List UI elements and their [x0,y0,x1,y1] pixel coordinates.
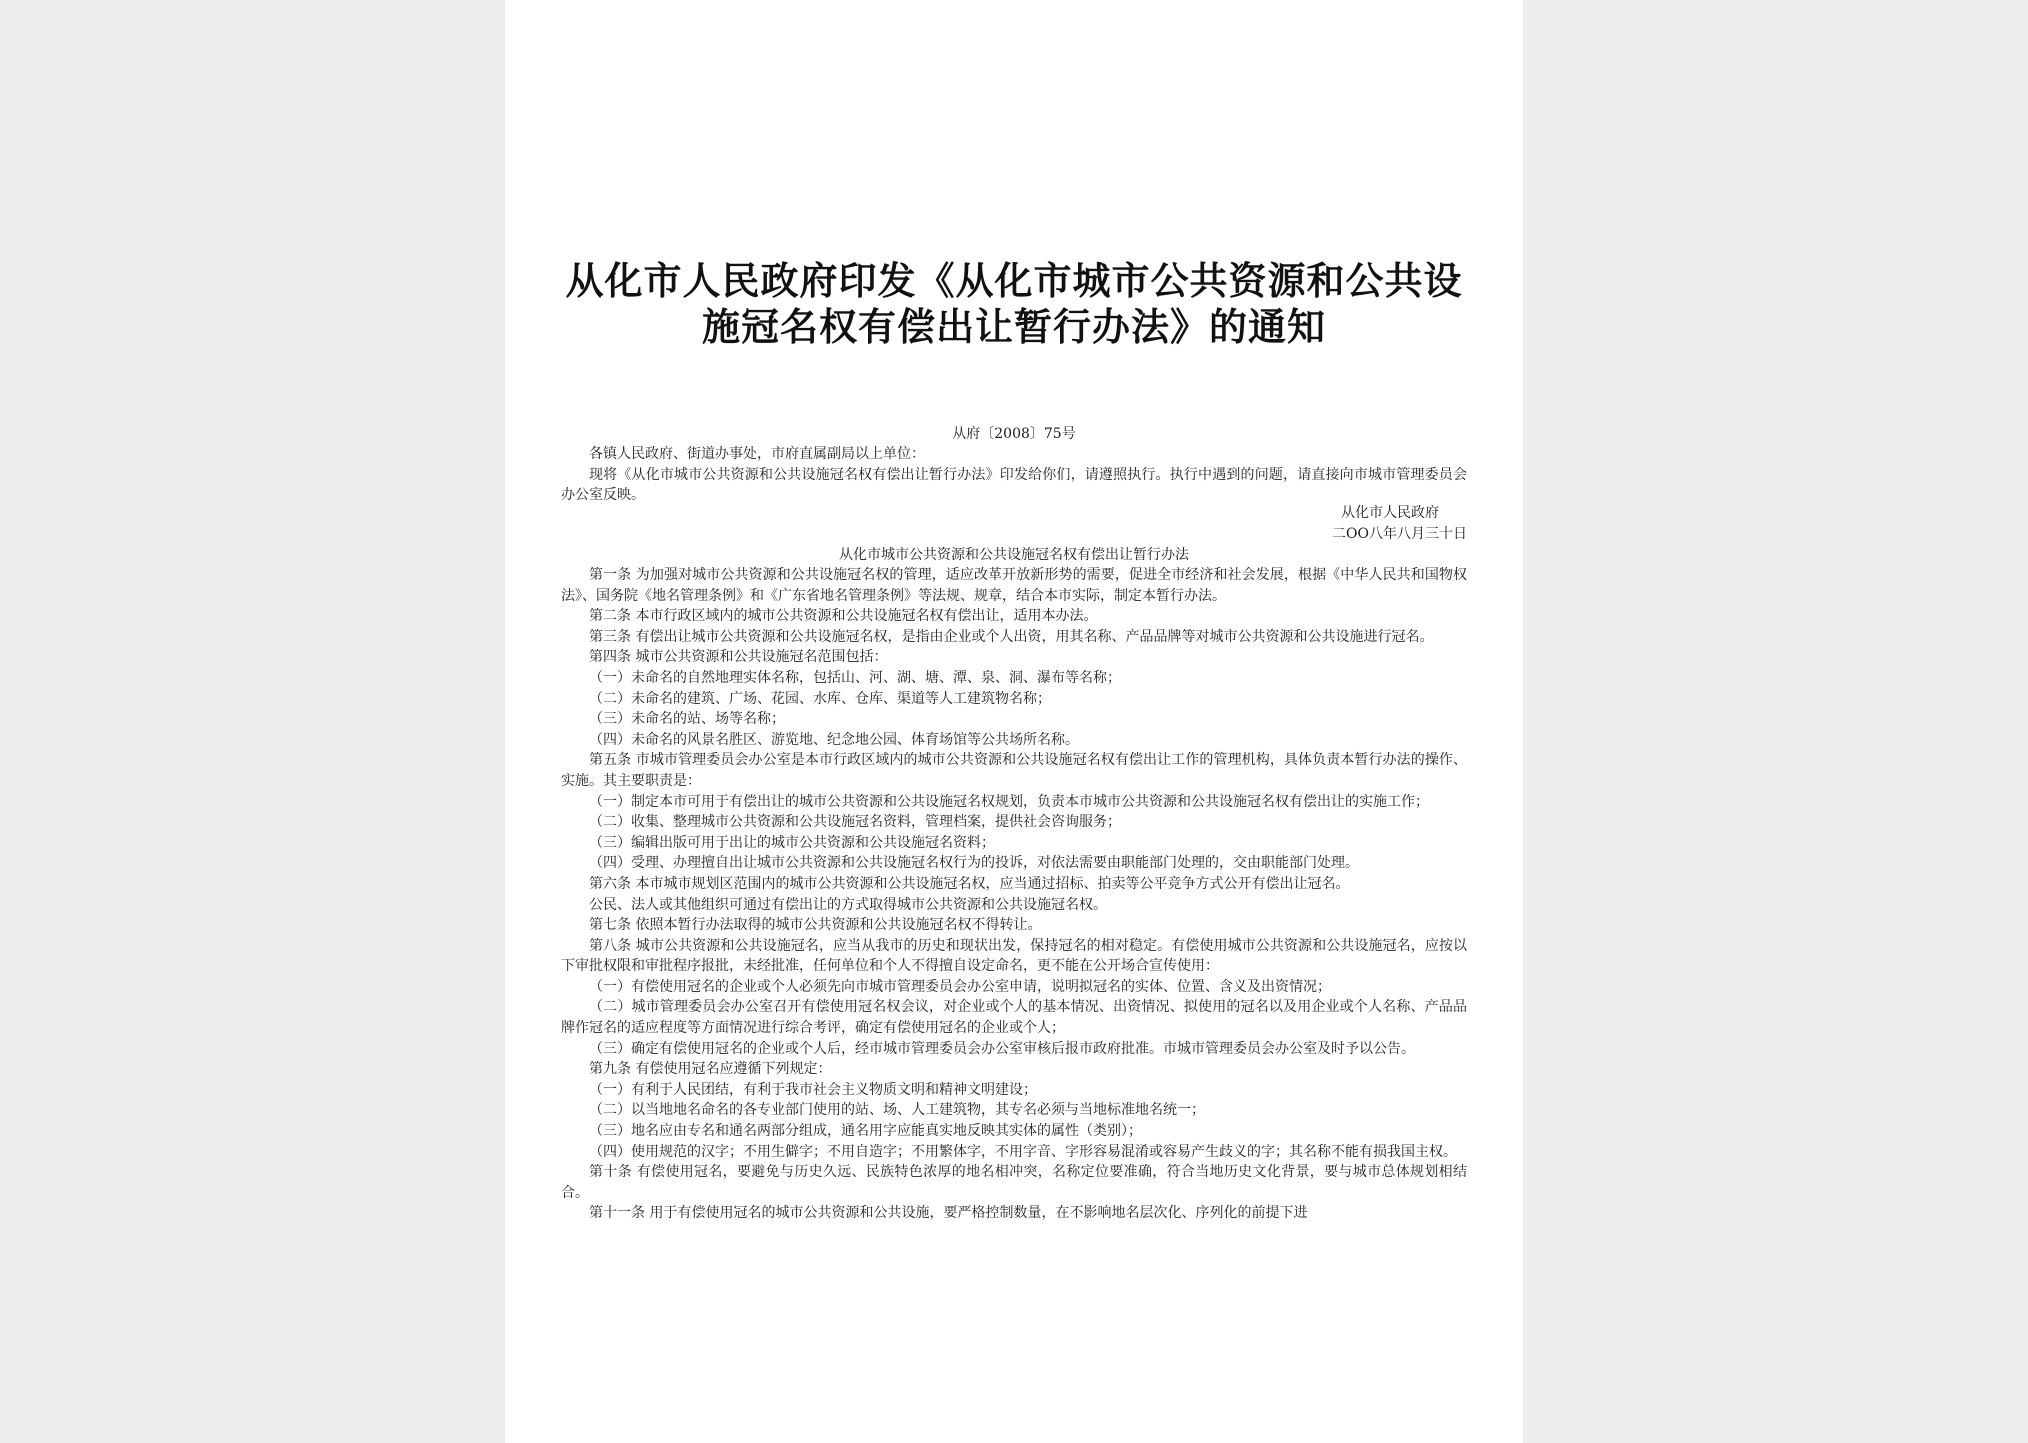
article-item: （二）未命名的建筑、广场、花园、水库、仓库、渠道等人工建筑物名称； [589,690,1051,707]
article-paragraph: 第七条 依照本暂行办法取得的城市公共资源和公共设施冠名权不得转让。 [589,917,1042,934]
issue-date: 二OO八年八月三十日 [1332,525,1467,542]
notice-paragraph: 现将《从化市城市公共资源和公共设施冠名权有偿出让暂行办法》印发给你们，请遵照执行。执行中遇到的问题，请直接向市城市管理委员会办公室反映。 [561,466,1467,504]
title-line-2: 施冠名权有偿出让暂行办法》的通知 [701,305,1326,349]
article-item: （一）有偿使用冠名的企业或个人必须先向市城市管理委员会办公室申请，说明拟冠名的实体、位置、含义及出资情况； [589,978,1331,995]
article-item: （一）未命名的自然地理实体名称，包括山、河、湖、塘、潭、泉、洞、瀑布等名称； [589,669,1121,686]
article-paragraph: 第二条 本市行政区域内的城市公共资源和公共设施冠名权有偿出让，适用本办法。 [589,608,1098,625]
document-number: 从府〔2008〕75号 [952,426,1076,442]
article-item: （二）收集、整理城市公共资源和公共设施冠名资料，管理档案，提供社会咨询服务； [589,814,1121,831]
article-item: （三）地名应由专名和通名两部分组成，通名用字应能真实地反映其实体的属性（类别）； [589,1123,1142,1140]
article-paragraph: 第六条 本市城市规划区范围内的城市公共资源和公共设施冠名权，应当通过招标、拍卖等公平竞争方式公开有偿出让冠名。 [589,875,1350,892]
article-paragraph: 第四条 城市公共资源和公共设施冠名范围包括： [589,649,888,666]
document-title [505,258,1523,350]
articles-body [561,565,1467,1224]
article-item: （四）未命名的风景名胜区、游览地、纪念地公园、体育场馆等公共场所名称。 [589,731,1079,748]
article-item: （二）城市管理委员会办公室召开有偿使用冠名权会议，对企业或个人的基本情况、出资情况、拟使用的冠名以及用企业或个人名称、产品品牌作冠名的适应程度等方面情况进行综合考评，确定有偿使用冠名的企业或个人； [561,999,1467,1037]
signature-block [561,503,1467,544]
article-item: （一）制定本市可用于有偿出让的城市公共资源和公共设施冠名权规划，负责本市城市公共资源和公共设施冠名权有偿出让的实施工作； [589,793,1429,810]
document-page [505,0,1523,1443]
article-paragraph: 第八条 城市公共资源和公共设施冠名，应当从我市的历史和现状出发，保持冠名的相对稳定。有偿使用城市公共资源和公共设施冠名，应按以下审批权限和审批程序报批，未经批准，任何单位和个人不得擅自设定命名，更不能在公开场合宣传使用： [561,937,1467,975]
article-item: （三）编辑出版可用于出让的城市公共资源和公共设施冠名资料； [589,834,995,851]
article-paragraph: 第五条 市城市管理委员会办公室是本市行政区域内的城市公共资源和公共设施冠名权有偿出让工作的管理机构，具体负责本暂行办法的操作、实施。其主要职责是： [561,752,1467,789]
article-item: （三）确定有偿使用冠名的企业或个人后，经市城市管理委员会办公室审核后报市政府批准。市城市管理委员会办公室及时予以公告。 [589,1040,1415,1057]
notice-intro [561,444,1467,506]
article-item: （四）受理、办理擅自出让城市公共资源和公共设施冠名权行为的投诉，对依法需要由职能部门处理的，交由职能部门处理。 [589,855,1359,872]
article-item: （四）使用规范的汉字；不用生僻字；不用自造字；不用繁体字，不用字音、字形容易混淆或容易产生歧义的字；其名称不能有损我国主权。 [589,1143,1457,1160]
article-paragraph: 第一条 为加强对城市公共资源和公共设施冠名权的管理，适应改革开放新形势的需要，促进全市经济和社会发展，根据《中华人民共和国物权法》、国务院《地名管理条例》和《广东省地名管理条例》等法规、规章，结合本市实际，制定本暂行办法。 [561,567,1467,604]
title-line-1: 从化市人民政府印发《从化市城市公共资源和公共设 [565,259,1463,303]
article-paragraph: 第九条 有偿使用冠名应遵循下列规定： [589,1061,832,1078]
article-paragraph: 第十条 有偿使用冠名，要避免与历史久远、民族特色浓厚的地名相冲突，名称定位要准确，符合当地历史文化背景，要与城市总体规划相结合。 [561,1164,1467,1201]
issuer-name: 从化市人民政府 [1341,505,1439,521]
addressee-line: 各镇人民政府、街道办事处，市府直属副局以上单位： [589,446,925,462]
article-item: （二）以当地地名命名的各专业部门使用的站、场、人工建筑物，其专名必须与当地标准地名统一； [589,1102,1205,1119]
measures-title: 从化市城市公共资源和公共设施冠名权有偿出让暂行办法 [839,547,1189,563]
article-item: （一）有利于人民团结，有利于我市社会主义物质文明和精神文明建设； [589,1081,1037,1098]
article-paragraph: 公民、法人或其他组织可通过有偿出让的方式取得城市公共资源和公共设施冠名权。 [589,896,1107,913]
article-paragraph: 第三条 有偿出让城市公共资源和公共设施冠名权，是指由企业或个人出资，用其名称、产品品牌等对城市公共资源和公共设施进行冠名。 [589,628,1434,645]
article-item: （三）未命名的站、场等名称； [589,711,785,728]
article-paragraph: 第十一条 用于有偿使用冠名的城市公共资源和公共设施，要严格控制数量，在不影响地名层次化、序列化的前提下进 [589,1205,1308,1222]
